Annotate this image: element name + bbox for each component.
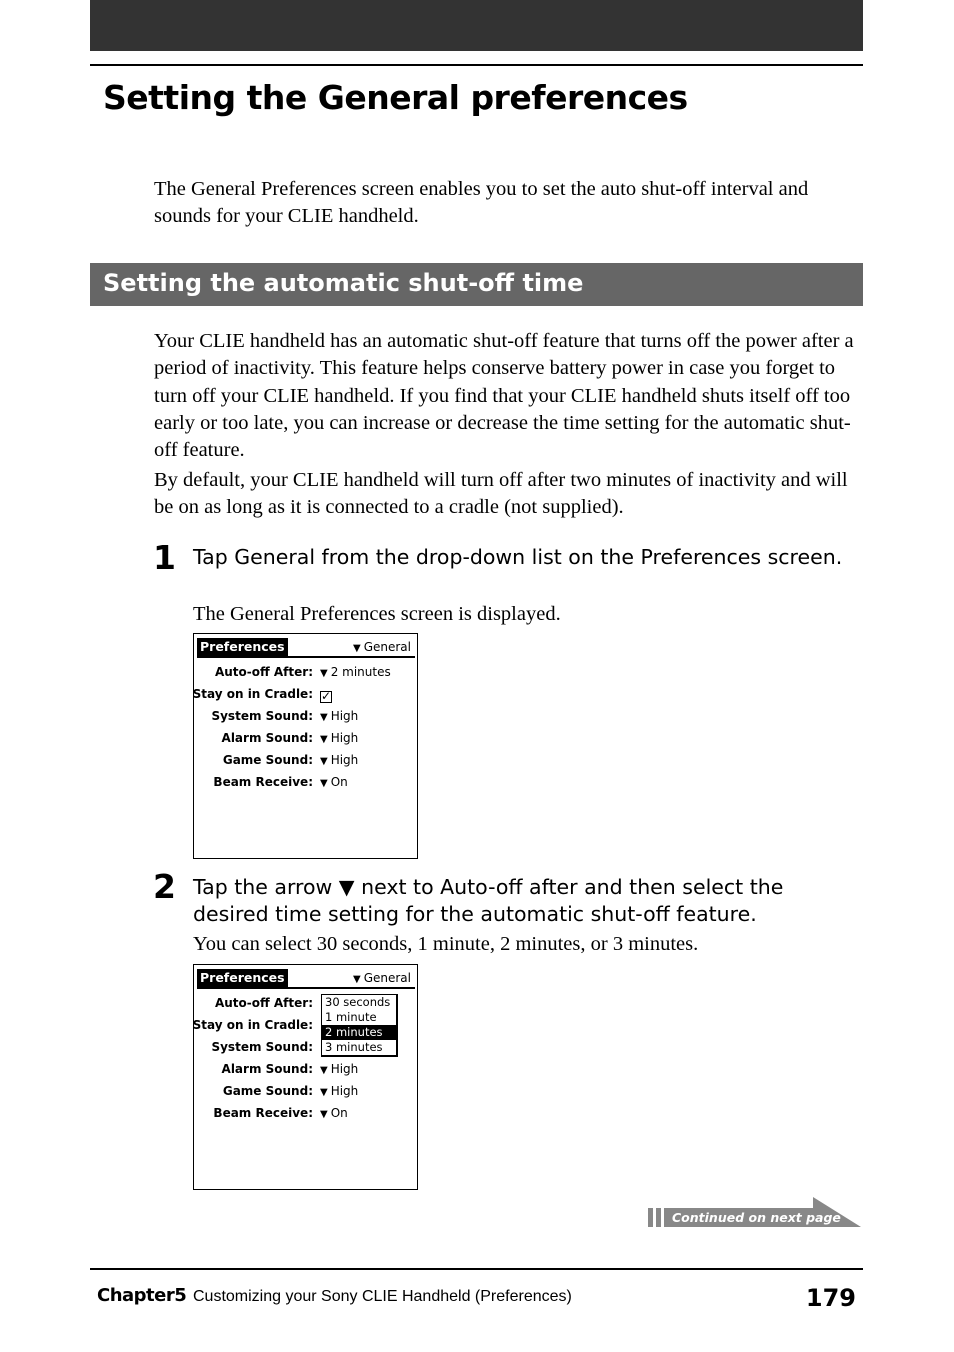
general-prefs-popup-screen [193, 964, 418, 1190]
dropdown-arrow-icon: ▼ [353, 643, 361, 654]
game-sound-label: Game Sound: [222, 1084, 313, 1098]
beam-receive-trigger[interactable] [320, 1104, 348, 1124]
beam-receive-value: On [330, 775, 348, 789]
alarm-sound-trigger[interactable] [320, 1060, 358, 1080]
system-sound-label: System Sound: [211, 709, 313, 723]
chapter-title: Customizing your Sony CLIE Handheld (Preferences) [193, 1288, 572, 1305]
general-prefs-screen [193, 633, 418, 859]
game-sound-label: Game Sound: [222, 753, 313, 767]
step-2-note: You can select 30 seconds, 1 minute, 2 minutes, or 3 minutes. [193, 933, 699, 955]
game-sound-value: High [330, 1084, 359, 1098]
cradle-label: Stay on in Cradle: [192, 1018, 313, 1032]
screen-header [197, 969, 415, 989]
continued-marker [647, 1197, 861, 1228]
dropdown-arrow-icon: ▼ [320, 734, 328, 745]
alarm-sound-row [194, 1060, 417, 1078]
cradle-label: Stay on in Cradle: [192, 687, 313, 701]
chapter-label: Chapter5 [97, 1285, 187, 1306]
auto-off-label: Auto-off After: [214, 665, 313, 679]
alarm-sound-value: High [330, 731, 359, 745]
alarm-sound-value: High [330, 1062, 359, 1076]
bottom-rule [90, 1268, 863, 1270]
beam-receive-value: On [330, 1106, 348, 1120]
category-dropdown[interactable] [353, 969, 411, 989]
dropdown-arrow-icon: ▼ [320, 778, 328, 789]
beam-receive-label: Beam Receive: [213, 1106, 313, 1120]
preferences-tab[interactable]: Preferences [197, 638, 288, 656]
dropdown-arrow-icon: ▼ [353, 974, 361, 985]
dropdown-arrow-icon: ▼ [320, 1109, 328, 1120]
system-sound-value: High [330, 709, 359, 723]
step-1-number: 1 [153, 538, 176, 577]
auto-off-value: 2 minutes [330, 665, 391, 679]
auto-off-row [194, 663, 417, 681]
continued-text: Continued on next page [672, 1210, 841, 1225]
category-label: General [363, 971, 411, 985]
beam-receive-label: Beam Receive: [213, 775, 313, 789]
popup-option-30-seconds[interactable]: 30 seconds [325, 995, 391, 1009]
auto-off-popup-list [321, 994, 398, 1057]
system-sound-row [194, 707, 417, 725]
game-sound-row [194, 1082, 417, 1100]
section-heading: Setting the automatic shut-off time [103, 269, 584, 297]
dropdown-arrow-icon: ▼ [320, 1087, 328, 1098]
cradle-row [194, 685, 417, 703]
game-sound-row [194, 751, 417, 769]
alarm-sound-trigger[interactable] [320, 729, 358, 749]
page-title: Setting the General preferences [103, 78, 688, 117]
game-sound-value: High [330, 753, 359, 767]
popup-option-1-minute[interactable]: 1 minute [325, 1010, 377, 1024]
popup-option-2-minutes[interactable]: 2 minutes [322, 1025, 396, 1040]
preferences-tab[interactable]: Preferences [197, 969, 288, 987]
beam-receive-trigger[interactable] [320, 773, 348, 793]
game-sound-trigger[interactable] [320, 751, 358, 771]
system-sound-trigger[interactable] [320, 707, 358, 727]
auto-off-trigger[interactable] [320, 663, 391, 683]
auto-off-label: Auto-off After: [214, 996, 313, 1010]
beam-receive-row [194, 1104, 417, 1122]
top-rule [90, 64, 863, 66]
section-heading-bar [90, 263, 863, 306]
dropdown-arrow-icon: ▼ [320, 668, 328, 679]
alarm-sound-label: Alarm Sound: [221, 1062, 313, 1076]
step-2-text: Tap the arrow ▼ next to Auto-off after and then select the desired time setting for the automatic shut-off feature. [193, 875, 784, 926]
cradle-checkbox[interactable]: ✓ [321, 689, 332, 703]
page-number: 179 [805, 1284, 856, 1312]
step-1-note: The General Preferences screen is displayed. [193, 603, 561, 625]
step-1-text: Tap General from the drop-down list on the Preferences screen. [193, 545, 843, 569]
step-2-number: 2 [153, 867, 176, 906]
screen-header [197, 638, 415, 658]
section-paragraph-1: Your CLIE handheld has an automatic shut-off feature that turns off the power after a period of inactivity. This feature helps conserve battery power in case you forget to turn off your CLIE handheld. If you find that your CLIE handheld shuts itself off too early or too late, you can increase or decrease the time setting for the automatic shut-off feature. [154, 330, 854, 462]
section-paragraph-2: By default, your CLIE handheld will turn off after two minutes of inactivity and will be on as long as it is connected to a cradle (not supplied). [154, 469, 848, 519]
category-dropdown[interactable] [353, 638, 411, 658]
dropdown-arrow-icon: ▼ [320, 1065, 328, 1076]
header-bar [90, 0, 863, 51]
game-sound-trigger[interactable] [320, 1082, 358, 1102]
alarm-sound-row [194, 729, 417, 747]
system-sound-label: System Sound: [211, 1040, 313, 1054]
intro-paragraph: The General Preferences screen enables you to set the auto shut-off interval and sounds for your CLIE handheld. [154, 178, 809, 228]
dropdown-arrow-icon: ▼ [320, 712, 328, 723]
dropdown-arrow-icon: ▼ [320, 756, 328, 767]
category-label: General [363, 640, 411, 654]
beam-receive-row [194, 773, 417, 791]
alarm-sound-label: Alarm Sound: [221, 731, 313, 745]
popup-option-3-minutes[interactable]: 3 minutes [325, 1040, 383, 1054]
